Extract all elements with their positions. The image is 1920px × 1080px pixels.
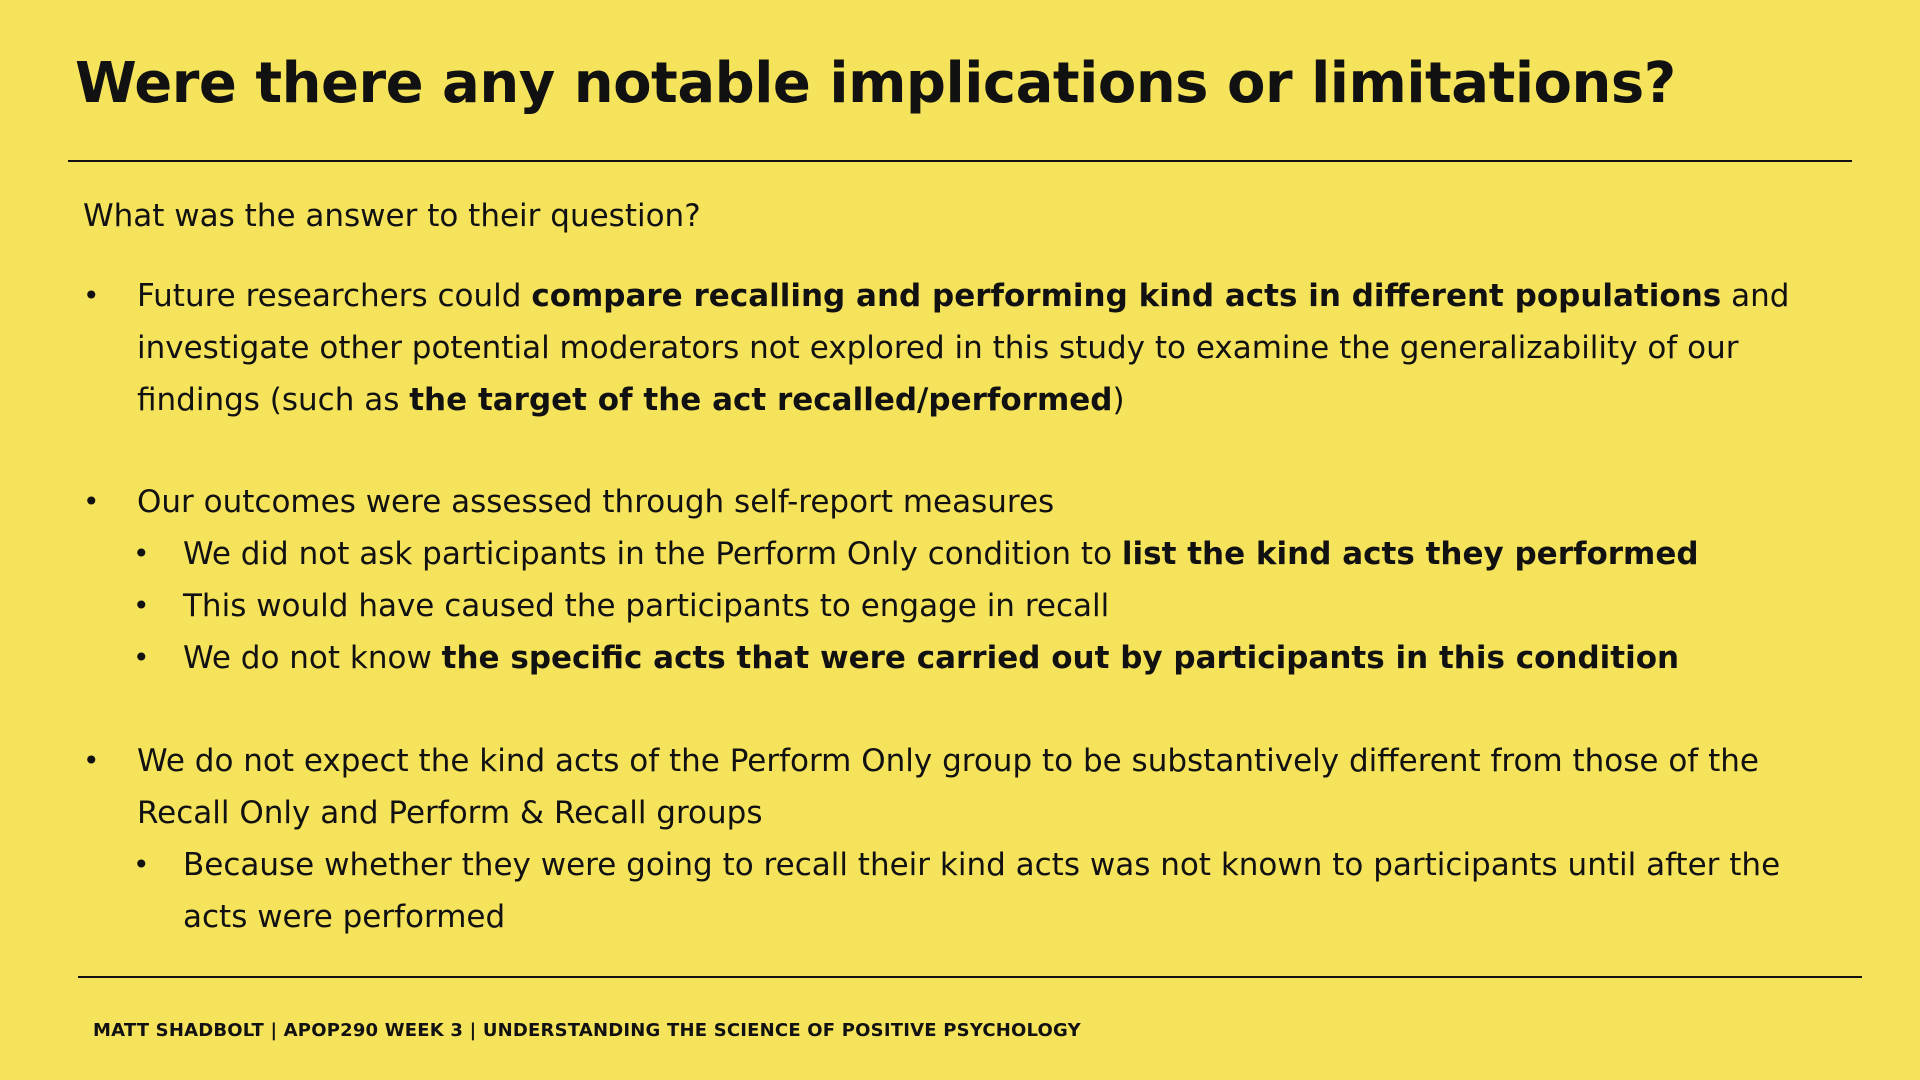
bullet-segment: Future researchers could [137, 278, 532, 314]
bullet-text [183, 528, 1793, 580]
sub-bullet-item [133, 528, 1813, 580]
bullet-segment: We did not ask participants in the Perform Only condition to [183, 536, 1122, 572]
bullet-emphasis: the specific acts that were carried out by participants in this condition [441, 640, 1680, 676]
bullet-dot-icon: • [83, 744, 100, 777]
bullet-segment: ) [1112, 382, 1125, 418]
bullet-text [183, 580, 1793, 632]
title-divider [68, 160, 1852, 162]
footer-divider [78, 976, 1862, 978]
bullet-text [183, 632, 1793, 684]
bullet-item [83, 476, 1763, 528]
bullet-segment: We do not expect the kind acts of the Perform Only group to be substantively different from those of the Recall Only and Perform & Recall groups [137, 743, 1759, 831]
bullet-emphasis: list the kind acts they performed [1121, 536, 1699, 572]
footer-text: MATT SHADBOLT | APOP290 WEEK 3 | UNDERSTANDING THE SCIENCE OF POSITIVE PSYCHOLOGY [93, 1020, 1081, 1041]
bullet-item [83, 735, 1763, 839]
bullet-dot-icon: • [83, 279, 100, 312]
bullet-dot-icon: • [83, 485, 100, 518]
question-text: What was the answer to their question? [83, 198, 701, 234]
bullet-text [137, 270, 1797, 426]
sub-bullet-item [133, 580, 1813, 632]
bullet-segment: This would have caused the participants to engage in recall [183, 588, 1110, 624]
bullet-segment: and investigate other potential moderators not explored in this study to examine the generalizability of our findings (such as [137, 278, 1790, 418]
bullet-emphasis: the target of the act recalled/performed [409, 382, 1113, 418]
slide-title: Were there any notable implications or limitations? [75, 51, 1676, 116]
bullet-text [137, 735, 1797, 839]
bullet-dot-icon: • [133, 848, 150, 881]
bullet-dot-icon: • [133, 589, 150, 622]
bullet-segment: We do not know [183, 640, 442, 676]
sub-bullet-item [133, 632, 1813, 684]
bullet-text [137, 476, 1797, 528]
bullet-dot-icon: • [133, 537, 150, 570]
sub-bullet-item [133, 839, 1813, 943]
bullet-text [183, 839, 1793, 943]
bullet-emphasis: compare recalling and performing kind acts in different populations [531, 278, 1722, 314]
bullet-dot-icon: • [133, 641, 150, 674]
bullet-item [83, 270, 1790, 426]
bullet-segment: Because whether they were going to recall their kind acts was not known to participants until after the acts were performed [183, 847, 1781, 935]
bullet-segment: Our outcomes were assessed through self-report measures [137, 484, 1055, 520]
